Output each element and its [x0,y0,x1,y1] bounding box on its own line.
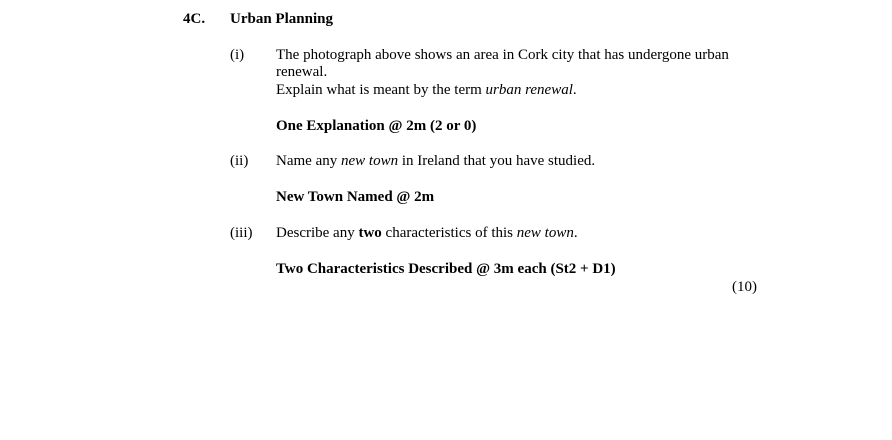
part-iii-emphasis: two [358,225,382,241]
part-iii-text-middle: characteristics of this [381,225,517,241]
part-i-text-line2: renewal. [276,64,328,80]
question-number: 4C. [183,11,206,27]
part-i-text-line1: The photograph above shows an area in Cork city that has undergone urban [276,47,729,63]
part-i-marking: One Explanation @ 2m (2 or 0) [276,118,477,134]
part-i-term: urban renewal [485,82,573,98]
part-iii-term: new town [516,225,574,241]
part-ii-marking: New Town Named @ 2m [276,189,435,205]
part-i-text-line3-suffix: . [572,82,577,98]
question-title: Urban Planning [230,11,333,27]
part-ii-text-prefix: Name any [276,153,341,169]
part-iii-text-suffix: . [573,225,578,241]
part-i-text-line3-prefix: Explain what is meant by the term [276,82,486,98]
part-label-iii: (iii) [230,225,253,241]
part-ii-text [276,153,595,170]
part-ii-text-suffix: in Ireland that you have studied. [398,153,596,169]
part-label-i: (i) [230,47,245,63]
part-iii-marking: Two Characteristics Described @ 3m each (St2 + D1) [276,261,616,277]
part-label-ii: (ii) [230,153,249,169]
part-iii-text-prefix: Describe any [276,225,359,241]
part-ii-term: new town [340,153,399,169]
part-i-text-line3 [276,82,577,99]
part-iii-text [276,225,578,242]
total-marks: (10) [732,279,757,295]
